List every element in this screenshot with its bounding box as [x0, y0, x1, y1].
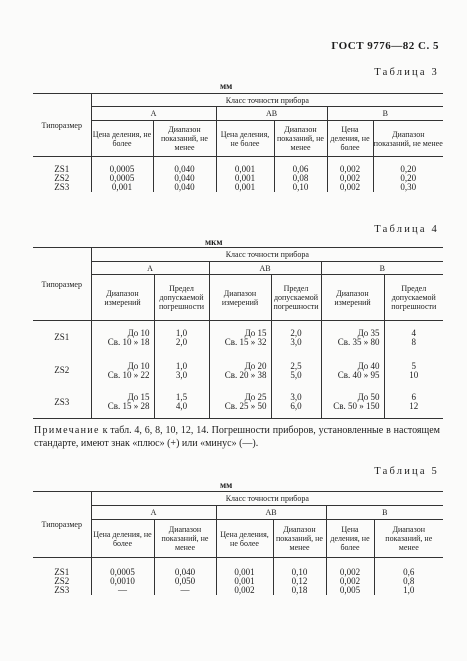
cell: 6 12: [384, 387, 443, 419]
cell: 0,050: [154, 577, 216, 586]
cell: 0,002: [326, 568, 374, 577]
table-row: [33, 321, 443, 355]
cell: До 40 Св. 40 » 95: [321, 355, 384, 387]
cell: 0,001: [216, 165, 274, 174]
table-caption: Таблица 5: [374, 466, 439, 477]
cell: 0,002: [327, 183, 373, 192]
size-cell: ZS2: [54, 575, 70, 586]
cell: 0,10: [273, 568, 326, 577]
column-header-type: Типоразмер: [33, 94, 91, 157]
cell: 0,001: [216, 568, 273, 577]
cell: 0,30: [373, 183, 443, 192]
cell: 2,0 3,0: [271, 321, 321, 355]
cell: —: [91, 586, 154, 595]
cell: 0,005: [326, 586, 374, 595]
cell: 0,20: [373, 174, 443, 183]
cell: 2,5 5,0: [271, 355, 321, 387]
size-cell: ZS3: [54, 584, 70, 595]
cell: До 10 Св. 10 » 22: [91, 355, 154, 387]
size-cell: ZS1: [54, 566, 70, 577]
cell: 0,8: [374, 577, 443, 586]
cell: 1,5 4,0: [154, 387, 209, 419]
cell: 0,12: [273, 577, 326, 586]
size-cell: ZS3: [54, 181, 70, 192]
subheader-range: Диапазон показаний, не менее: [373, 121, 443, 157]
cell: 0,6: [374, 568, 443, 577]
subheader-range: Диапазон показаний, не менее: [374, 520, 443, 558]
subheader-division: Цена деления, не более: [91, 121, 153, 157]
class-a: A: [91, 107, 216, 121]
column-header-type: Типоразмер: [33, 248, 91, 321]
cell: 0,002: [327, 174, 373, 183]
table-caption: Таблица 4: [374, 224, 439, 235]
cell: До 25 Св. 25 » 50: [209, 387, 271, 419]
cell: 0,06: [274, 165, 327, 174]
unit-label: мм: [220, 81, 233, 91]
subheader-range: Диапазон показаний, не менее: [274, 121, 327, 157]
cell: —: [154, 586, 216, 595]
cell: 0,040: [153, 183, 216, 192]
cell: 0,002: [327, 165, 373, 174]
cell: 0,040: [153, 174, 216, 183]
class-a: A: [91, 262, 209, 275]
class-ab: AB: [216, 107, 327, 121]
cell: 1,0 2,0: [154, 321, 209, 355]
cell: До 50 Св. 50 » 150: [321, 387, 384, 419]
size-cell: ZS1: [54, 332, 70, 343]
cell: 0,10: [274, 183, 327, 192]
page-header: ГОСТ 9776—82 С. 5: [331, 40, 439, 52]
subheader-error: Предел допускаемой погрешности: [154, 275, 209, 321]
unit-label: мкм: [205, 237, 223, 247]
cell: 0,001: [216, 183, 274, 192]
size-cell: ZS2: [54, 172, 70, 183]
table-4: [33, 247, 443, 419]
class-ab: AB: [216, 506, 326, 520]
class-header: Класс точности прибора: [91, 248, 443, 262]
cell: До 20 Св. 20 » 38: [209, 355, 271, 387]
table-row: [33, 387, 443, 419]
note-text: к табл. 4, 6, 8, 10, 12, 14. Погрешности приборов, установленные в настоящем стандарте, имеют знак «плюс» (+) или «минус» (—).: [34, 425, 440, 449]
subheader-division: Цена деления, не более: [216, 121, 274, 157]
cell: 0,001: [216, 577, 273, 586]
cell: 0,08: [274, 174, 327, 183]
cell: 0,040: [153, 165, 216, 174]
subheader-division: Цена деления, не более: [91, 520, 154, 558]
cell: 0,0005: [91, 174, 153, 183]
cell: До 10 Св. 10 » 18: [91, 321, 154, 355]
note-label: Примечание: [34, 425, 100, 436]
subheader-range: Диапазон измерений: [321, 275, 384, 321]
table-row: [33, 355, 443, 387]
size-cell: ZS1: [54, 163, 70, 174]
class-a: A: [91, 506, 216, 520]
cell: 0,0005: [91, 568, 154, 577]
cell: 0,0005: [91, 165, 153, 174]
table-3: [33, 93, 443, 192]
subheader-error: Предел допускаемой погрешности: [384, 275, 443, 321]
class-header: Класс точности прибора: [91, 492, 443, 506]
cell: 4 8: [384, 321, 443, 355]
class-b: B: [327, 107, 443, 121]
cell: До 15 Св. 15 » 28: [91, 387, 154, 419]
column-header-type: Типоразмер: [33, 492, 91, 558]
table-caption: Таблица 3: [374, 67, 439, 78]
cell: До 15 Св. 15 » 32: [209, 321, 271, 355]
class-b: B: [326, 506, 443, 520]
subheader-range: Диапазон измерений: [209, 275, 271, 321]
class-header: Класс точности прибора: [91, 94, 443, 107]
cell: 0,18: [273, 586, 326, 595]
subheader-division: Цена деления, не более: [216, 520, 273, 558]
table-note: [34, 424, 440, 450]
cell: 0,002: [216, 586, 273, 595]
cell: 5 10: [384, 355, 443, 387]
size-cell: ZS3: [54, 396, 70, 407]
subheader-range: Диапазон измерений: [91, 275, 154, 321]
cell: 1,0 3,0: [154, 355, 209, 387]
class-b: B: [321, 262, 443, 275]
subheader-range: Диапазон показаний, не менее: [153, 121, 216, 157]
cell: 0,001: [216, 174, 274, 183]
subheader-range: Диапазон показаний, не менее: [273, 520, 326, 558]
table-row: [33, 586, 443, 595]
table-row: [33, 183, 443, 192]
subheader-range: Диапазон показаний, не менее: [154, 520, 216, 558]
cell: До 35 Св. 35 » 80: [321, 321, 384, 355]
subheader-error: Предел допускаемой погрешности: [271, 275, 321, 321]
cell: 0,20: [373, 165, 443, 174]
subheader-division: Цена деления, не более: [327, 121, 373, 157]
cell: 1,0: [374, 586, 443, 595]
table-5: [33, 491, 443, 595]
cell: 0,040: [154, 568, 216, 577]
subheader-division: Цена деления, не более: [326, 520, 374, 558]
class-ab: AB: [209, 262, 321, 275]
cell: 0,0010: [91, 577, 154, 586]
unit-label: мм: [220, 480, 233, 490]
cell: 3,0 6,0: [271, 387, 321, 419]
cell: 0,002: [326, 577, 374, 586]
size-cell: ZS2: [54, 365, 70, 375]
cell: 0,001: [91, 183, 153, 192]
